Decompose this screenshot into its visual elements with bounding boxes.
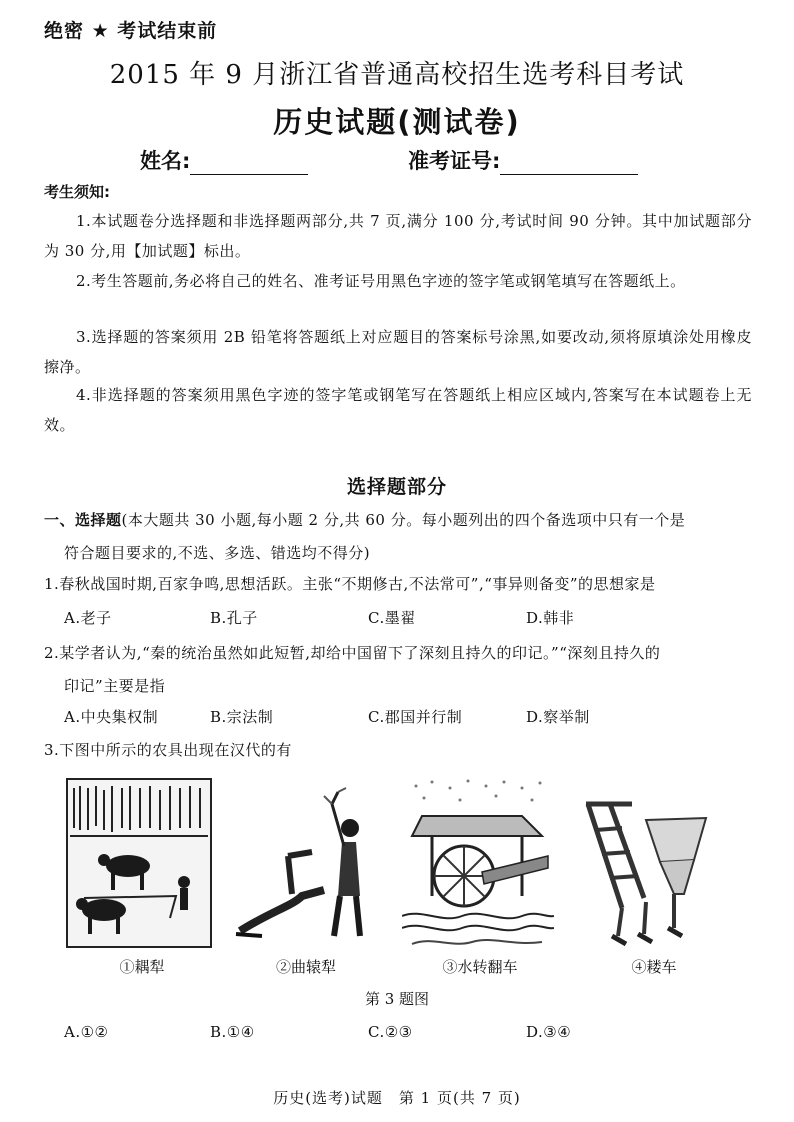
- name-blank: [190, 152, 308, 175]
- notice-item: 1.本试题卷分选择题和非选择题两部分,共 7 页,满分 100 分,考试时间 90 分钟。其中加试题部分为 30 分,用【加试题】标出。: [44, 212, 752, 260]
- notice-item: 3.选择题的答案须用 2B 铅笔将答题纸上对应题目的答案标号涂黑,如要改动,须将原填涂处用橡皮擦净。: [44, 328, 752, 376]
- q3-option-d: D.③④: [526, 1023, 572, 1041]
- q1-option-c: C.墨翟: [368, 609, 416, 627]
- figure-caption: 第 3 题图: [364, 990, 430, 1008]
- notice-item: 4.非选择题的答案须用黑色字迹的签字笔或钢笔写在答题纸上相应区域内,答案写在本试题卷上无效。: [44, 386, 752, 434]
- q3-option-b: B.①④: [210, 1023, 255, 1041]
- id-field: [408, 145, 638, 175]
- id-blank: [500, 152, 638, 175]
- part-desc-cont: 符合题目要求的,不选、多选、错选均不得分): [64, 544, 371, 562]
- question-3-stem: 3.下图中所示的农具出现在汉代的有: [44, 741, 292, 759]
- part-label: 一、选择题: [44, 511, 122, 529]
- q3-option-c: C.②③: [368, 1023, 413, 1041]
- notice-heading: 考生须知:: [44, 183, 110, 201]
- section-title: 选择题部分: [346, 476, 447, 498]
- q3-option-a: A.①②: [64, 1023, 109, 1041]
- figure-3-caption: ③水转翻车: [442, 958, 518, 976]
- water-wheel-image: [402, 776, 554, 946]
- confidential-mark: 绝密 ★ 考试结束前: [44, 20, 218, 42]
- q1-option-a: A.老子: [64, 609, 112, 627]
- page-footer: 历史(选考)试题 第 1 页(共 7 页): [273, 1089, 521, 1107]
- question-2-stem: 2.某学者认为,“秦的统治虽然如此短暂,却给中国留下了深刻且持久的印记。”“深刻且持久的: [44, 644, 661, 662]
- exam-subtitle: 历史试题(测试卷): [273, 105, 521, 139]
- ox-plough-image: [66, 778, 212, 948]
- figure-4-caption: ④耧车: [631, 958, 677, 976]
- question-2-stem-cont: 印记”主要是指: [64, 677, 166, 695]
- q1-option-d: D.韩非: [526, 609, 575, 627]
- figure-1-caption: ①耦犁: [119, 958, 165, 976]
- part-description: [44, 503, 754, 537]
- question-1-stem: 1.春秋战国时期,百家争鸣,思想活跃。主张“不期修古,不法常可”,“事异则备变”的思想家是: [44, 575, 656, 593]
- q2-option-d: D.察举制: [526, 708, 590, 726]
- name-field: [140, 145, 308, 175]
- q2-option-b: B.宗法制: [210, 708, 274, 726]
- exam-title: 2015 年 9 月浙江省普通高校招生选考科目考试: [109, 60, 685, 90]
- part-desc: (本大题共 30 小题,每小题 2 分,共 60 分。每小题列出的四个备选项中只有一个是: [121, 511, 686, 529]
- q1-option-b: B.孔子: [210, 609, 258, 627]
- notice-item: 2.考生答题前,务必将自己的姓名、准考证号用黑色字迹的签字笔或钢笔填写在答题纸上。: [76, 272, 686, 290]
- id-label: 准考证号:: [408, 149, 501, 173]
- curved-plough-image: [232, 786, 382, 948]
- name-label: 姓名:: [140, 149, 191, 173]
- q2-option-c: C.郡国并行制: [368, 708, 463, 726]
- seed-drill-image: [582, 798, 726, 948]
- figure-2-caption: ②曲辕犁: [275, 958, 336, 976]
- q2-option-a: A.中央集权制: [64, 708, 159, 726]
